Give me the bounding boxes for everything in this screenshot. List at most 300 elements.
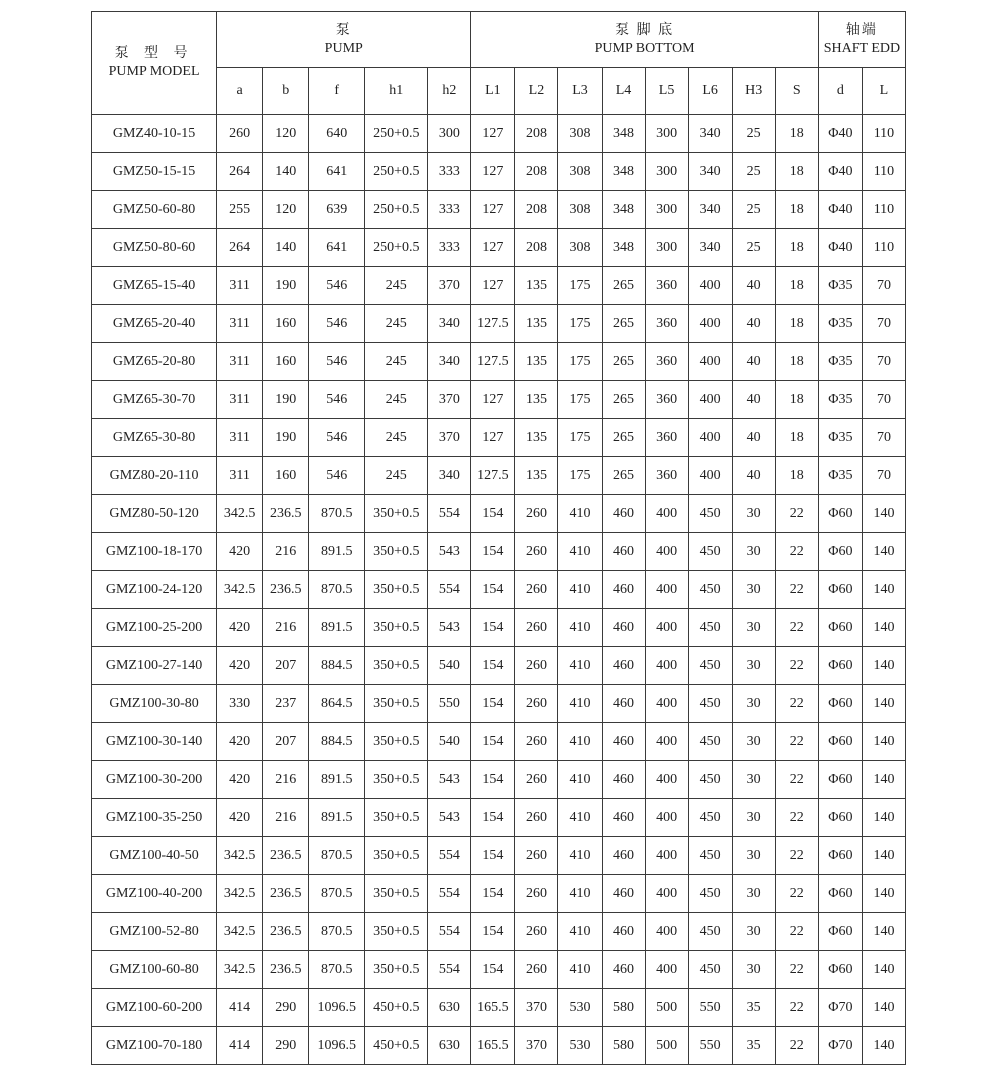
dimension-cell: 370 (515, 989, 558, 1027)
dimension-cell: 175 (558, 267, 602, 305)
dimension-cell: 410 (558, 571, 602, 609)
dimension-cell: 208 (515, 191, 558, 229)
dimension-cell: Φ40 (818, 153, 862, 191)
pump-model-cell: GMZ100-52-80 (92, 913, 217, 951)
dimension-cell: 190 (263, 381, 309, 419)
dimension-cell: 40 (732, 305, 775, 343)
dimension-cell: 450 (688, 571, 732, 609)
dimension-cell: 870.5 (309, 837, 365, 875)
dimension-cell: 350+0.5 (365, 571, 428, 609)
dimension-cell: 420 (217, 723, 263, 761)
dimension-cell: 25 (732, 153, 775, 191)
dimension-cell: 639 (309, 191, 365, 229)
dimension-cell: 348 (602, 191, 645, 229)
dimension-cell: 414 (217, 1027, 263, 1065)
dimension-cell: 308 (558, 115, 602, 153)
dimension-cell: 460 (602, 875, 645, 913)
dimension-cell: 208 (515, 153, 558, 191)
dimension-cell: Φ70 (818, 1027, 862, 1065)
dimension-cell: 140 (862, 875, 905, 913)
dimension-cell: 30 (732, 761, 775, 799)
dimension-cell: 410 (558, 647, 602, 685)
dimension-cell: 140 (862, 647, 905, 685)
dimension-cell: Φ60 (818, 799, 862, 837)
dimension-cell: 154 (471, 875, 515, 913)
dimension-cell: 400 (645, 951, 688, 989)
dimension-cell: 290 (263, 989, 309, 1027)
table-row (92, 419, 906, 457)
dimension-cell: Φ40 (818, 229, 862, 267)
dimension-cell: 400 (645, 723, 688, 761)
pump-model-cell: GMZ100-27-140 (92, 647, 217, 685)
dimension-cell: 546 (309, 457, 365, 495)
table-row (92, 153, 906, 191)
table-row (92, 723, 906, 761)
dimension-cell: 140 (862, 837, 905, 875)
pump-model-cell: GMZ100-30-80 (92, 685, 217, 723)
dimension-cell: Φ60 (818, 647, 862, 685)
pump-model-cell: GMZ100-60-80 (92, 951, 217, 989)
dimension-cell: Φ60 (818, 571, 862, 609)
dimension-cell: 543 (428, 799, 471, 837)
dimension-cell: 546 (309, 419, 365, 457)
dimension-cell: 400 (645, 799, 688, 837)
dimension-cell: 870.5 (309, 913, 365, 951)
dimension-cell: 400 (645, 837, 688, 875)
dimension-cell: 340 (428, 457, 471, 495)
dimension-cell: 580 (602, 1027, 645, 1065)
dimension-cell: 410 (558, 913, 602, 951)
dimension-cell: 245 (365, 457, 428, 495)
dimension-cell: 308 (558, 191, 602, 229)
dimension-cell: 25 (732, 191, 775, 229)
dimension-cell: 260 (515, 723, 558, 761)
dimension-cell: 30 (732, 913, 775, 951)
dimension-cell: 1096.5 (309, 989, 365, 1027)
dimension-cell: 135 (515, 267, 558, 305)
dimension-cell: 140 (862, 951, 905, 989)
dimension-cell: 260 (515, 799, 558, 837)
pump-model-cell: GMZ100-24-120 (92, 571, 217, 609)
dimension-cell: 450 (688, 951, 732, 989)
dimension-cell: 400 (645, 609, 688, 647)
dimension-cell: Φ60 (818, 495, 862, 533)
dimension-cell: 154 (471, 723, 515, 761)
dimension-cell: 530 (558, 1027, 602, 1065)
dimension-cell: 135 (515, 381, 558, 419)
dimension-cell: 543 (428, 609, 471, 647)
dimension-cell: 127 (471, 267, 515, 305)
dimension-cell: 450 (688, 913, 732, 951)
pump-model-cell: GMZ65-15-40 (92, 267, 217, 305)
dimension-cell: 550 (688, 1027, 732, 1065)
dimension-cell: 127.5 (471, 343, 515, 381)
dimension-cell: Φ35 (818, 419, 862, 457)
dimension-cell: 414 (217, 989, 263, 1027)
dimension-cell: 450 (688, 837, 732, 875)
pump-model-cell: GMZ100-70-180 (92, 1027, 217, 1065)
table-row (92, 305, 906, 343)
dimension-cell: Φ60 (818, 685, 862, 723)
dimension-cell: 140 (263, 229, 309, 267)
pump-model-cell: GMZ50-15-15 (92, 153, 217, 191)
dimension-cell: 255 (217, 191, 263, 229)
dimension-cell: 22 (775, 571, 818, 609)
pump-model-cell: GMZ50-80-60 (92, 229, 217, 267)
dimension-cell: 160 (263, 305, 309, 343)
dimension-cell: 330 (217, 685, 263, 723)
dimension-cell: 311 (217, 419, 263, 457)
dimension-cell: 550 (428, 685, 471, 723)
dimension-cell: 333 (428, 153, 471, 191)
column-header: L6 (688, 68, 732, 115)
table-row (92, 381, 906, 419)
pump-model-cell: GMZ100-40-50 (92, 837, 217, 875)
shaft-end-group-header (818, 12, 905, 68)
dimension-cell: 260 (515, 761, 558, 799)
dimension-cell: 175 (558, 457, 602, 495)
dimension-cell: 350+0.5 (365, 495, 428, 533)
dimension-cell: 154 (471, 799, 515, 837)
dimension-cell: Φ60 (818, 533, 862, 571)
dimension-cell: 22 (775, 989, 818, 1027)
dimension-cell: 360 (645, 457, 688, 495)
dimension-cell: 208 (515, 229, 558, 267)
pump-model-cell: GMZ65-20-80 (92, 343, 217, 381)
dimension-cell: 333 (428, 229, 471, 267)
dimension-cell: 140 (862, 685, 905, 723)
dimension-cell: 864.5 (309, 685, 365, 723)
dimension-cell: 135 (515, 457, 558, 495)
dimension-cell: 140 (862, 723, 905, 761)
dimension-cell: 290 (263, 1027, 309, 1065)
dimension-cell: 154 (471, 761, 515, 799)
dimension-cell: 30 (732, 685, 775, 723)
table-row (92, 115, 906, 153)
dimension-cell: Φ60 (818, 951, 862, 989)
pump-group-header (217, 12, 471, 68)
dimension-cell: 18 (775, 115, 818, 153)
dimension-cell: 554 (428, 913, 471, 951)
dimension-cell: 120 (263, 191, 309, 229)
dimension-cell: 245 (365, 381, 428, 419)
dimension-cell: 300 (428, 115, 471, 153)
dimension-cell: 22 (775, 495, 818, 533)
dimension-cell: 260 (515, 609, 558, 647)
table-row (92, 875, 906, 913)
dimension-cell: 208 (515, 115, 558, 153)
dimension-cell: 340 (688, 229, 732, 267)
dimension-cell: 350+0.5 (365, 837, 428, 875)
dimension-cell: 420 (217, 609, 263, 647)
shaft-end-header-cn: 轴端 (845, 22, 878, 38)
dimension-cell: 22 (775, 799, 818, 837)
dimension-cell: 630 (428, 989, 471, 1027)
dimension-cell: 120 (263, 115, 309, 153)
dimension-cell: 264 (217, 153, 263, 191)
pump-model-header (92, 12, 217, 115)
dimension-cell: 420 (217, 647, 263, 685)
table-body (92, 115, 906, 1065)
dimension-cell: 18 (775, 457, 818, 495)
dimension-cell: 260 (515, 685, 558, 723)
dimension-cell: 450 (688, 609, 732, 647)
dimension-cell: 546 (309, 267, 365, 305)
dimension-cell: 350+0.5 (365, 951, 428, 989)
column-header: L5 (645, 68, 688, 115)
pump-dimensions-table (91, 11, 906, 1065)
dimension-cell: 22 (775, 1027, 818, 1065)
dimension-cell: 40 (732, 381, 775, 419)
column-header: L2 (515, 68, 558, 115)
dimension-cell: 140 (862, 761, 905, 799)
dimension-cell: 554 (428, 495, 471, 533)
dimension-cell: 260 (515, 571, 558, 609)
dimension-cell: 460 (602, 571, 645, 609)
dimension-cell: 22 (775, 609, 818, 647)
dimension-cell: 175 (558, 419, 602, 457)
dimension-cell: 18 (775, 419, 818, 457)
dimension-cell: 460 (602, 723, 645, 761)
dimension-cell: 641 (309, 153, 365, 191)
dimension-cell: 260 (515, 875, 558, 913)
dimension-cell: 460 (602, 951, 645, 989)
dimension-cell: 40 (732, 419, 775, 457)
dimension-cell: 35 (732, 1027, 775, 1065)
dimension-cell: 245 (365, 267, 428, 305)
dimension-cell: 410 (558, 837, 602, 875)
dimension-cell: 410 (558, 875, 602, 913)
dimension-cell: 237 (263, 685, 309, 723)
dimension-cell: 342.5 (217, 951, 263, 989)
dimension-cell: 450 (688, 533, 732, 571)
pump-model-cell: GMZ100-25-200 (92, 609, 217, 647)
table-row (92, 229, 906, 267)
dimension-cell: 370 (428, 381, 471, 419)
dimension-cell: Φ60 (818, 837, 862, 875)
dimension-cell: 350+0.5 (365, 609, 428, 647)
dimension-cell: 450 (688, 761, 732, 799)
dimension-cell: 450 (688, 647, 732, 685)
dimension-cell: 460 (602, 913, 645, 951)
dimension-cell: 135 (515, 419, 558, 457)
dimension-cell: 165.5 (471, 989, 515, 1027)
dimension-cell: 250+0.5 (365, 191, 428, 229)
column-header: L (862, 68, 905, 115)
dimension-cell: 22 (775, 723, 818, 761)
dimension-cell: 400 (645, 913, 688, 951)
dimension-cell: 127 (471, 381, 515, 419)
dimension-cell: 870.5 (309, 495, 365, 533)
pump-model-cell: GMZ100-40-200 (92, 875, 217, 913)
table-row (92, 799, 906, 837)
dimension-cell: 410 (558, 495, 602, 533)
dimension-cell: 460 (602, 647, 645, 685)
dimension-cell: 140 (862, 1027, 905, 1065)
dimension-cell: 30 (732, 533, 775, 571)
dimension-cell: Φ60 (818, 913, 862, 951)
dimension-cell: 450 (688, 723, 732, 761)
dimension-cell: 127 (471, 229, 515, 267)
dimension-cell: 500 (645, 989, 688, 1027)
dimension-cell: 22 (775, 685, 818, 723)
dimension-cell: 30 (732, 571, 775, 609)
dimension-cell: 410 (558, 533, 602, 571)
pump-model-cell: GMZ100-35-250 (92, 799, 217, 837)
dimension-cell: 370 (428, 267, 471, 305)
dimension-cell: 216 (263, 799, 309, 837)
dimension-cell: 311 (217, 305, 263, 343)
dimension-cell: Φ40 (818, 115, 862, 153)
dimension-cell: 154 (471, 685, 515, 723)
dimension-cell: 30 (732, 837, 775, 875)
dimension-cell: 127 (471, 115, 515, 153)
dimension-cell: 127.5 (471, 457, 515, 495)
dimension-cell: 311 (217, 343, 263, 381)
dimension-cell: 265 (602, 343, 645, 381)
dimension-cell: 18 (775, 381, 818, 419)
dimension-cell: 400 (688, 267, 732, 305)
dimension-cell: 25 (732, 115, 775, 153)
dimension-cell: 22 (775, 913, 818, 951)
dimension-cell: 870.5 (309, 875, 365, 913)
dimension-cell: 884.5 (309, 723, 365, 761)
dimension-cell: 30 (732, 875, 775, 913)
dimension-cell: 546 (309, 343, 365, 381)
dimension-cell: 400 (645, 647, 688, 685)
dimension-cell: 400 (688, 419, 732, 457)
dimension-cell: 540 (428, 723, 471, 761)
column-header: h2 (428, 68, 471, 115)
dimension-cell: 400 (688, 305, 732, 343)
dimension-cell: 410 (558, 761, 602, 799)
dimension-cell: 260 (515, 837, 558, 875)
dimension-cell: 300 (645, 153, 688, 191)
dimension-cell: 35 (732, 989, 775, 1027)
dimension-cell: 154 (471, 837, 515, 875)
dimension-cell: 400 (645, 685, 688, 723)
column-header: d (818, 68, 862, 115)
dimension-cell: 25 (732, 229, 775, 267)
dimension-cell: 236.5 (263, 875, 309, 913)
dimension-cell: 127 (471, 153, 515, 191)
dimension-cell: 342.5 (217, 913, 263, 951)
table-row (92, 191, 906, 229)
column-header: f (309, 68, 365, 115)
dimension-cell: 400 (645, 571, 688, 609)
dimension-cell: Φ35 (818, 267, 862, 305)
pump-model-cell: GMZ65-30-70 (92, 381, 217, 419)
dimension-cell: 265 (602, 381, 645, 419)
dimension-cell: 460 (602, 533, 645, 571)
dimension-cell: 154 (471, 913, 515, 951)
dimension-cell: Φ35 (818, 457, 862, 495)
dimension-cell: 348 (602, 153, 645, 191)
pump-model-cell: GMZ65-20-40 (92, 305, 217, 343)
table-row (92, 343, 906, 381)
dimension-cell: 110 (862, 153, 905, 191)
dimension-cell: 250+0.5 (365, 153, 428, 191)
dimension-cell: 350+0.5 (365, 685, 428, 723)
dimension-cell: 554 (428, 951, 471, 989)
column-header: a (217, 68, 263, 115)
dimension-cell: 18 (775, 267, 818, 305)
dimension-cell: 160 (263, 457, 309, 495)
dimension-cell: Φ35 (818, 343, 862, 381)
dimension-cell: 245 (365, 343, 428, 381)
dimension-cell: 30 (732, 799, 775, 837)
dimension-cell: Φ35 (818, 381, 862, 419)
dimension-cell: 342.5 (217, 875, 263, 913)
pump-model-cell: GMZ100-18-170 (92, 533, 217, 571)
dimension-cell: 110 (862, 115, 905, 153)
table-row (92, 457, 906, 495)
dimension-cell: 360 (645, 267, 688, 305)
dimension-cell: 260 (515, 951, 558, 989)
dimension-cell: 154 (471, 495, 515, 533)
dimension-cell: 891.5 (309, 799, 365, 837)
dimension-cell: 410 (558, 951, 602, 989)
dimension-cell: 311 (217, 267, 263, 305)
dimension-cell: 216 (263, 533, 309, 571)
dimension-cell: 450 (688, 495, 732, 533)
column-header: b (263, 68, 309, 115)
dimension-cell: 207 (263, 647, 309, 685)
column-header: L3 (558, 68, 602, 115)
dimension-cell: Φ40 (818, 191, 862, 229)
dimension-cell: 110 (862, 191, 905, 229)
dimension-cell: 546 (309, 381, 365, 419)
dimension-cell: 18 (775, 343, 818, 381)
dimension-cell: 550 (688, 989, 732, 1027)
dimension-cell: 40 (732, 267, 775, 305)
column-header: S (775, 68, 818, 115)
dimension-cell: 140 (862, 495, 905, 533)
column-header: L1 (471, 68, 515, 115)
table-header (92, 12, 906, 115)
dimension-cell: 127 (471, 191, 515, 229)
dimension-cell: 30 (732, 495, 775, 533)
dimension-cell: 311 (217, 457, 263, 495)
dimension-cell: 450 (688, 875, 732, 913)
dimension-cell: 400 (688, 343, 732, 381)
dimension-cell: 140 (862, 571, 905, 609)
dimension-cell: 580 (602, 989, 645, 1027)
pump-model-cell: GMZ40-10-15 (92, 115, 217, 153)
dimension-cell: 400 (645, 761, 688, 799)
dimension-cell: 300 (645, 115, 688, 153)
dimension-cell: 190 (263, 419, 309, 457)
dimension-cell: 18 (775, 153, 818, 191)
dimension-cell: 630 (428, 1027, 471, 1065)
table-row (92, 609, 906, 647)
table-row (92, 533, 906, 571)
dimension-cell: 450 (688, 799, 732, 837)
dimension-cell: 360 (645, 343, 688, 381)
dimension-cell: 22 (775, 837, 818, 875)
dimension-cell: 891.5 (309, 761, 365, 799)
dimension-cell: 540 (428, 647, 471, 685)
dimension-cell: Φ35 (818, 305, 862, 343)
dimension-cell: 340 (688, 153, 732, 191)
dimension-cell: 245 (365, 305, 428, 343)
dimension-cell: 265 (602, 267, 645, 305)
dimension-cell: 30 (732, 647, 775, 685)
dimension-cell: 870.5 (309, 951, 365, 989)
table-row (92, 761, 906, 799)
dimension-cell: Φ60 (818, 609, 862, 647)
dimension-cell: 400 (688, 457, 732, 495)
